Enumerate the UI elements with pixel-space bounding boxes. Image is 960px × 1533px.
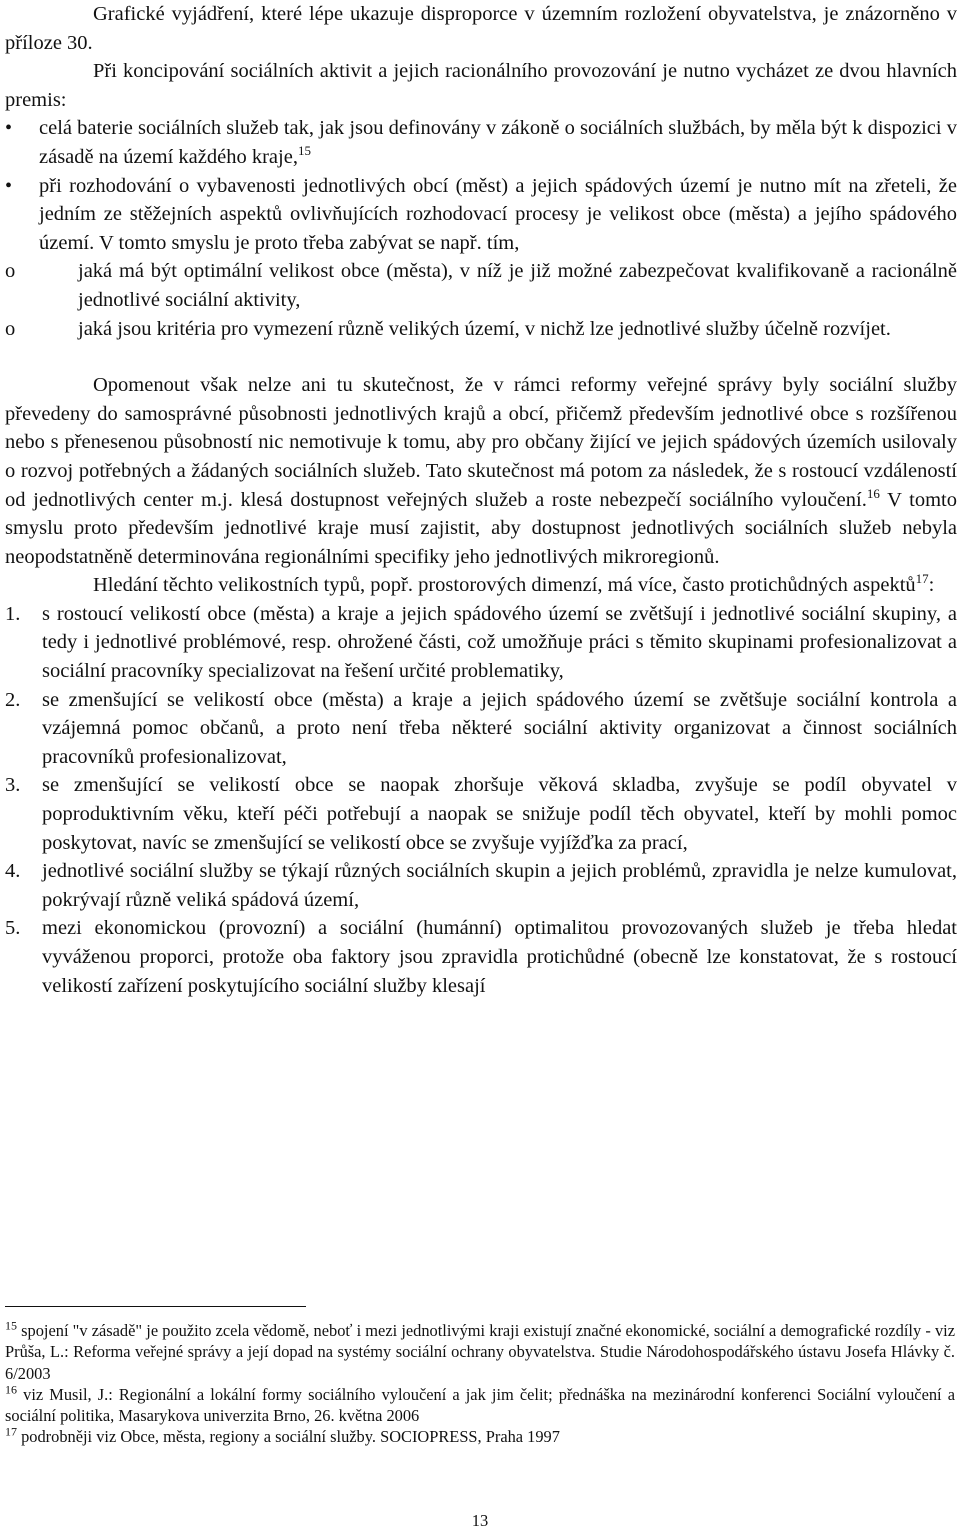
footnote-15 — [5, 1320, 955, 1384]
bullet-item — [5, 172, 957, 258]
numbered-item — [5, 771, 957, 857]
footnote-ref-16: 16 — [866, 485, 880, 501]
item-number: 4. — [5, 860, 21, 883]
item-text: jednotlivé sociální služby se týkají různých sociálních skupin a jejich problémů, zpravidla je nelze kumulovat, pokrývají různě veliká spádová území, — [42, 860, 957, 911]
item-number: 3. — [5, 774, 21, 797]
footnote-number: 17 — [5, 1425, 17, 1440]
body-paragraph: Hledání těchto velikostních typů, popř. prostorových dimenzí, má více, často protichůdných aspektů$^{17}$: — [93, 571, 935, 597]
item-text: s rostoucí velikostí obce (města) a kraje a jejich spádového území se zvětšují i jednotlivé sociální skupiny, a tedy i jednotlivé problémové, resp. ohrožené části, což umožňuje práci s těmito skupinami profesionalizovat a sociální pracovníky specializovat na řešení určité problematiky, — [42, 602, 957, 683]
numbered-item — [5, 857, 957, 914]
body-paragraph: Opomenout však nelze ani tu skutečnost, že v rámci reformy veřejné správy byly sociální služby převedeny do samosprávné působnosti jednotlivých krajů a obcí, přičemž především jednotlivé obce s rozšířenou nebo s přenesenou působností nic nemotivuje k tomu, aby pro občany žijící ve jejich spádových územích usilovaly o rozvoj potřebných a žádaných sociálních služeb. Tato skutečnost má potom za následek, že s rostoucí vzdáleností od jednotlivých center m.j. klesá dostupnost veřejných služeb a roste nebezpečí sociálního vyloučení.$^{16}$ V tomto smyslu proto především jednotlivé kraje musí zajistit, aby dostupnost jednotlivých sociálních služeb nebyla neopodstatněně determinována regionálními specifiky jeho jednotlivých mikroregionů. — [5, 374, 957, 568]
footnote-ref-15: 15 — [297, 143, 311, 159]
bullet-text: při rozhodování o vybavenosti jednotlivých obcí (měst) a jejich spádových území je nutno mít na zřeteli, že jedním ze stěžejních aspektů ovlivňujících rozhodovací procesy je velikost obce (města) a jejího spádového území. V tomto smyslu je proto třeba zabývat se např. tím, — [39, 174, 957, 254]
item-text: mezi ekonomickou (provozní) a sociální (humánní) optimalitou provozovaných služeb je třeba hledat vyváženou proporci, protože oba faktory jsou zpravidla protichůdné (obecně lze konstatovat, že s rostoucí velikostí zařízení poskytujícího sociální služby klesají — [42, 917, 957, 997]
numbered-item — [5, 914, 957, 1000]
sub-list — [5, 257, 957, 343]
sub-list-item — [5, 257, 957, 314]
bullet-item — [5, 114, 957, 171]
footnote-16 — [5, 1384, 955, 1427]
item-text: se zmenšující se velikostí obce (města) a kraje a jejich spádového území se zvětšuje sociální kontrola a vzájemná pomoc občanů, a proto není třeba některé sociální aktivity organizovat a činnost sociálních pracovníků profesionalizovat, — [42, 688, 957, 768]
bullet-text: celá baterie sociálních služeb tak, jak jsou definovány v zákoně o sociálních službách, by měla být k dispozici v zásadě na území každého kraje, — [39, 117, 957, 168]
numbered-item — [5, 600, 957, 686]
footnote-separator — [5, 1306, 306, 1307]
paragraph-spacer — [5, 343, 957, 371]
footnote-number: 15 — [5, 1318, 17, 1333]
footnotes — [5, 1320, 955, 1448]
item-text: se zmenšující se velikostí obce se naopak zhoršuje věková skladba, zvyšuje se podíl obyvatel v poproduktivním věku, kteří péči potřebují a naopak se snižuje podíl těch obyvatel, kteří by mohli pomoc poskytovat, navíc se zmenšující se velikostí obce se zvyšuje vyjížďka za prací, — [42, 774, 957, 854]
footnote-text: podrobněji viz Obce, města, regiony a sociální služby. SOCIOPRESS, Praha 1997 — [17, 1427, 560, 1447]
footnote-number: 16 — [5, 1382, 17, 1397]
footnote-17 — [5, 1426, 955, 1447]
sub-list-marker: o — [5, 260, 16, 283]
footnote-ref-17: 17 — [915, 571, 929, 587]
sub-list-marker: o — [5, 317, 16, 340]
item-number: 1. — [5, 602, 21, 625]
intro-paragraph-1: Grafické vyjádření, které lépe ukazuje disproporce v územním rozložení obyvatelstva, je znázorněno v příloze 30. — [5, 3, 957, 54]
footnote-text: viz Musil, J.: Regionální a lokální formy sociálního vyloučení a jak jim čelit; přednáška na mezinárodní konferenci Sociální vyloučení a sociální politika, Masarykova univerzita Brno, 26. května 2006 — [5, 1384, 955, 1426]
numbered-item — [5, 686, 957, 772]
footnote-text: spojení "v zásadě" je použito zcela vědomě, neboť i mezi jednotlivými kraji existují značné ekonomické, sociální a demografické rozdíly - viz Průša, L.: Reforma veřejné správy a její dopad na systémy sociální ochrany obyvatelstva. Studie Národohospodářského ústavu Josefa Hlávky č. 6/2003 — [5, 1321, 955, 1383]
numbered-list — [5, 600, 957, 1000]
sub-list-text: jaká má být optimální velikost obce (města), v níž je již možné zabezpečovat kvalifikovaně a racionálně jednotlivé sociální aktivity, — [78, 260, 957, 311]
main-text — [5, 0, 957, 1000]
sub-list-item — [5, 315, 957, 344]
page-number: 13 — [471, 1511, 489, 1530]
intro-paragraph-2: Při koncipování sociálních aktivit a jejich racionálního provozování je nutno vycházet ze dvou hlavních premis: — [5, 60, 957, 111]
item-number: 2. — [5, 688, 21, 711]
bullet-list — [5, 114, 957, 257]
sub-list-text: jaká jsou kritéria pro vymezení různě velikých území, v nichž lze jednotlivé služby účelně rozvíjet. — [78, 317, 891, 340]
item-number: 5. — [5, 917, 21, 940]
